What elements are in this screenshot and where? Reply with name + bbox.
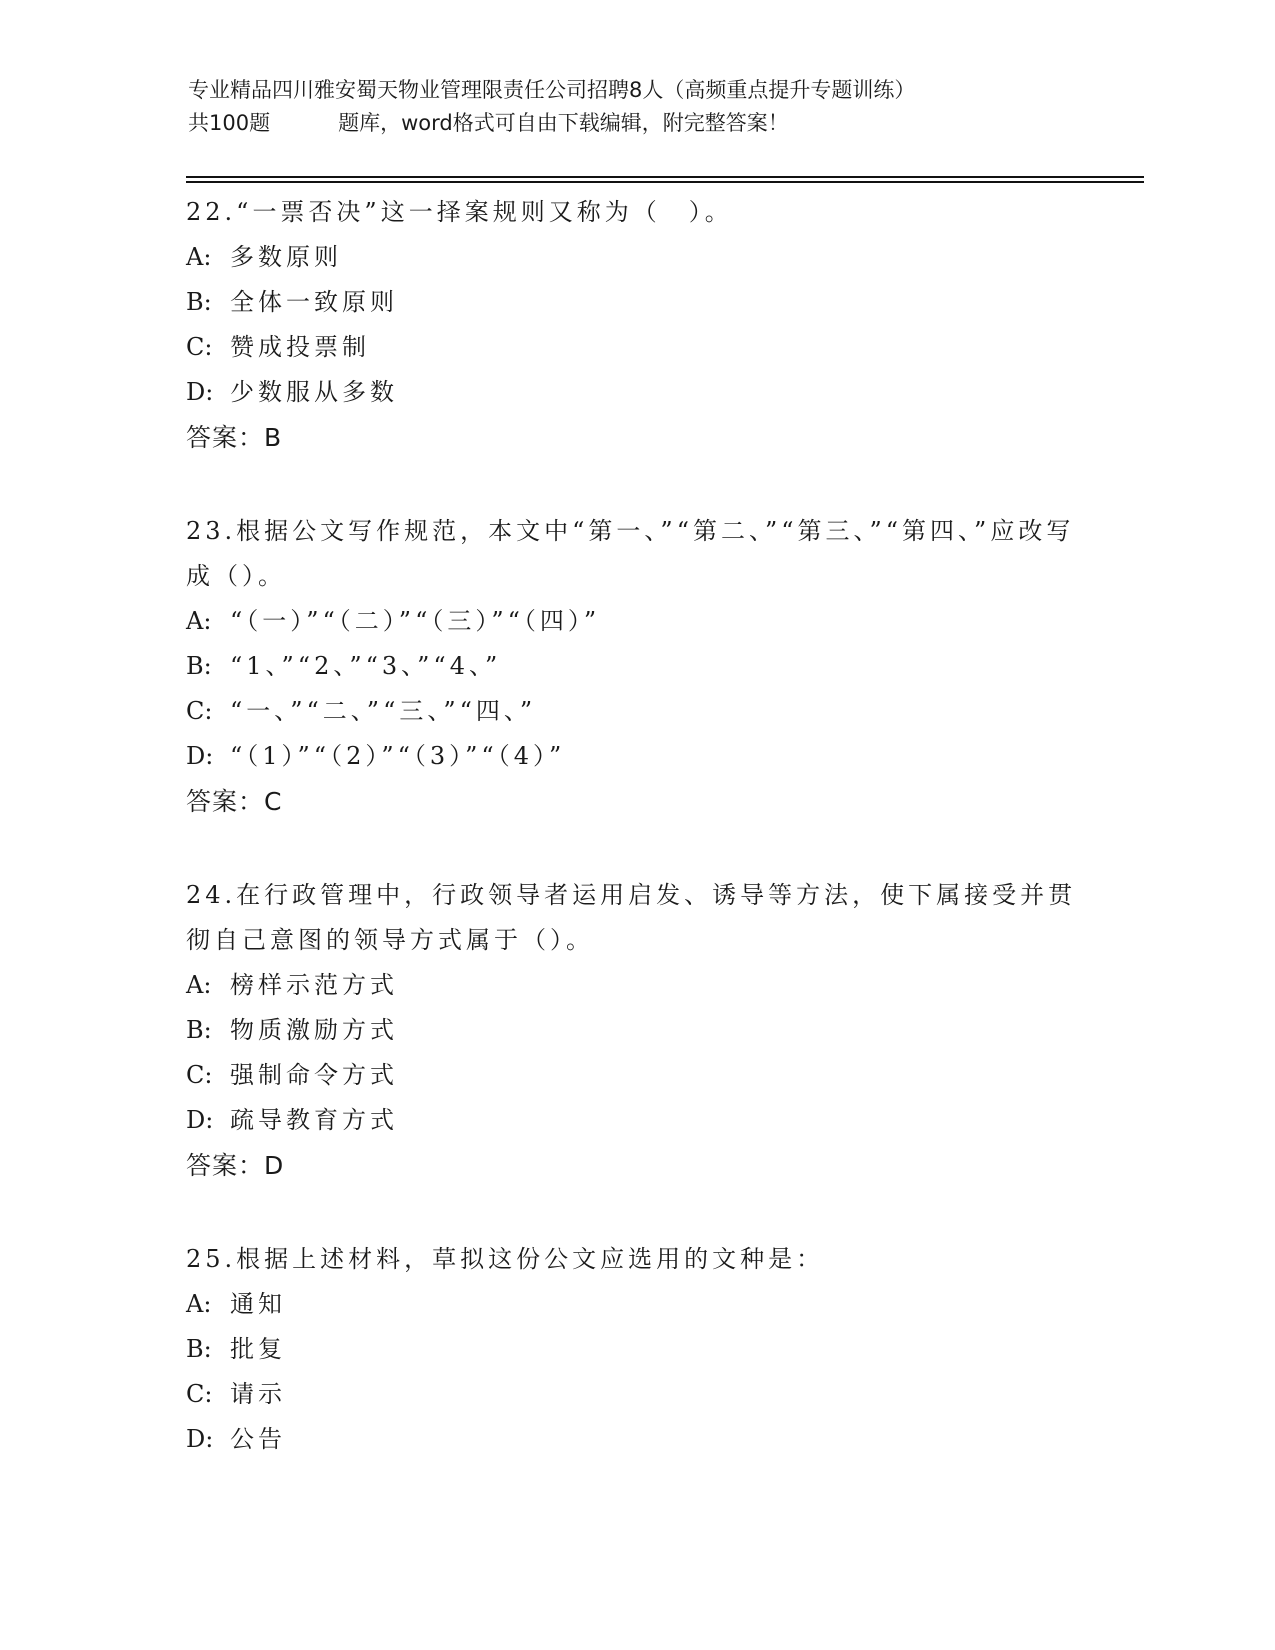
option-key: C:	[186, 1380, 213, 1408]
option-key: C:	[186, 333, 213, 361]
option-b	[186, 644, 1086, 689]
option-text: 物质激励方式	[230, 1016, 398, 1044]
option-a	[186, 1282, 1086, 1327]
question-23	[186, 509, 1086, 824]
option-key: B:	[186, 288, 212, 316]
option-text: 强制命令方式	[230, 1061, 398, 1089]
option-c	[186, 1372, 1086, 1417]
option-text: 疏导教育方式	[230, 1106, 398, 1134]
option-d	[186, 1417, 1086, 1462]
option-key: D:	[186, 742, 214, 770]
option-key: A:	[186, 1290, 212, 1318]
option-key: B:	[186, 1335, 212, 1363]
header-question-count: 共100题	[188, 111, 271, 135]
option-text: “（一）”“（二）”“（三）”“（四）”	[230, 607, 601, 635]
option-text: 通知	[230, 1290, 286, 1318]
option-c	[186, 325, 1086, 370]
option-key: A:	[186, 971, 212, 999]
question-list	[186, 190, 1086, 1511]
question-stem: 24.在行政管理中，行政领导者运用启发、诱导等方法，使下属接受并贯彻自己意图的领导方式属于（）。	[186, 881, 1077, 954]
option-b	[186, 1327, 1086, 1372]
option-text: 批复	[230, 1335, 286, 1363]
option-a	[186, 235, 1086, 280]
option-key: D:	[186, 1106, 214, 1134]
option-text: “一、”“二、”“三、”“四、”	[230, 697, 537, 725]
option-d	[186, 370, 1086, 415]
option-text: 少数服从多数	[230, 378, 398, 406]
option-text: 公告	[230, 1425, 286, 1453]
option-text: “1、”“2、”“3、”“4、”	[230, 652, 502, 680]
option-text: 全体一致原则	[230, 288, 398, 316]
option-text: 多数原则	[230, 243, 342, 271]
option-text: 请示	[230, 1380, 286, 1408]
header-divider-top	[186, 176, 1144, 178]
option-a	[186, 963, 1086, 1008]
option-key: D:	[186, 1425, 214, 1453]
option-a	[186, 599, 1086, 644]
option-d	[186, 1098, 1086, 1143]
option-d	[186, 734, 1086, 779]
option-key: D:	[186, 378, 214, 406]
option-key: B:	[186, 1016, 212, 1044]
option-key: C:	[186, 1061, 213, 1089]
option-c	[186, 689, 1086, 734]
option-key: A:	[186, 607, 212, 635]
header-title: 专业精品四川雅安蜀天物业管理限责任公司招聘8人（高频重点提升专题训练）	[188, 78, 916, 102]
answer-line: 答案：B	[186, 423, 283, 452]
question-24	[186, 873, 1086, 1188]
answer-line: 答案：D	[186, 1151, 285, 1180]
option-text: 赞成投票制	[230, 333, 370, 361]
question-22	[186, 190, 1086, 460]
option-text: “（1）”“（2）”“（3）”“（4）”	[230, 742, 566, 770]
option-b	[186, 1008, 1086, 1053]
question-stem: 25.根据上述材料，草拟这份公文应选用的文种是：	[186, 1245, 825, 1273]
question-25	[186, 1237, 1086, 1462]
header-subtitle	[188, 107, 1068, 140]
option-c	[186, 1053, 1086, 1098]
option-key: B:	[186, 652, 212, 680]
answer-line: 答案：C	[186, 787, 283, 816]
option-key: C:	[186, 697, 213, 725]
header-divider-bottom	[186, 181, 1144, 183]
option-text: 榜样示范方式	[230, 971, 398, 999]
document-header	[188, 74, 1068, 140]
question-stem: 23.根据公文写作规范，本文中“第一、”“第二、”“第三、”“第四、”应改写成（）。	[186, 517, 1075, 590]
option-b	[186, 280, 1086, 325]
header-description: 题库，word格式可自由下载编辑，附完整答案！	[338, 111, 789, 135]
option-key: A:	[186, 243, 212, 271]
question-stem: 22.“一票否决”这一择案规则又称为（ ）。	[186, 198, 733, 226]
